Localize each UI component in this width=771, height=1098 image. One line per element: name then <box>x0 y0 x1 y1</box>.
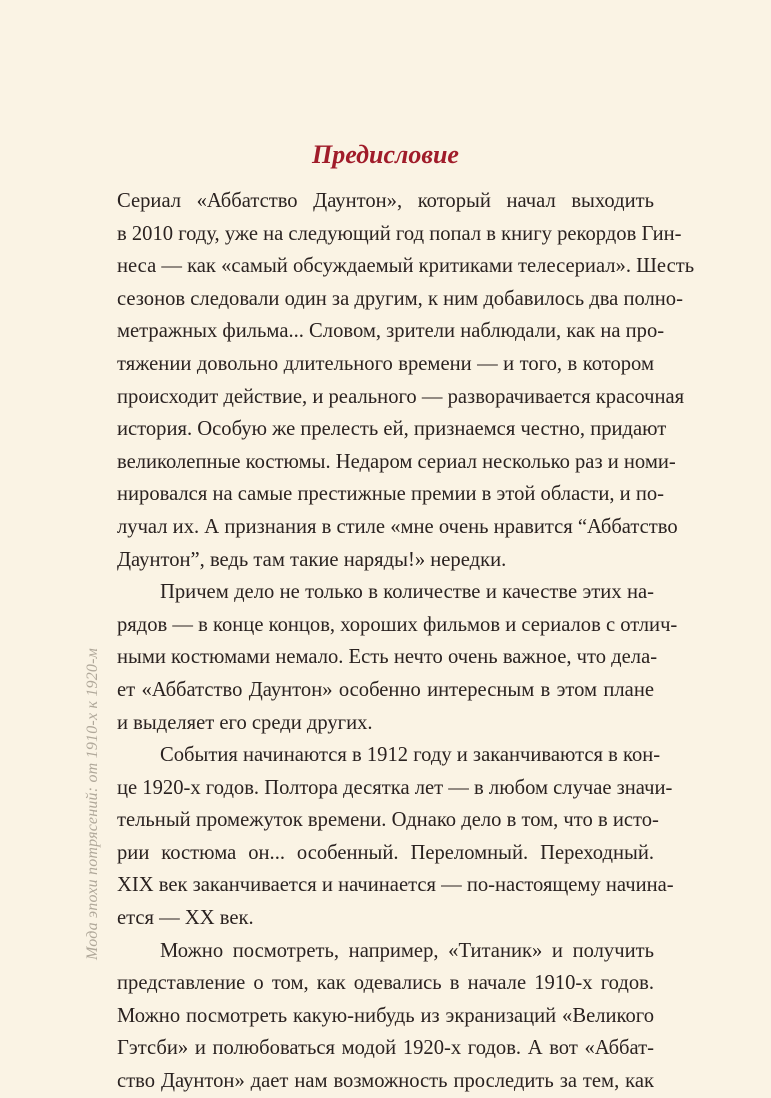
chapter-title: Предисловие <box>312 140 459 169</box>
text-line: События начинаются в 1912 году и заканчиваются в кон- <box>160 744 661 767</box>
text-line: Даунтон”, ведь там такие наряды!» нередки. <box>117 548 507 571</box>
text-line: представление о том, как одевались в начале 1910-х годов. <box>117 972 654 995</box>
text-line: рядов — в конце концов, хороших фильмов и сериалов с отлич- <box>117 613 678 636</box>
text-line: тяжении довольно длительного времени — и того, в котором <box>117 352 654 375</box>
text-line: це 1920-х годов. Полтора десятка лет — в любом случае значи- <box>117 776 673 799</box>
text-line: сезонов следовали один за другим, к ним добавилось два полно- <box>117 287 683 310</box>
text-line: неса — как «самый обсуждаемый критиками телесериал». Шесть <box>117 255 695 278</box>
paragraph <box>117 576 678 739</box>
paragraph <box>117 935 654 1098</box>
text-line: Причем дело не только в количестве и качестве этих на- <box>160 581 654 604</box>
text-line: XIX век заканчивается и начинается — по-настоящему начина- <box>117 874 674 897</box>
text-line: великолепные костюмы. Недаром сериал несколько раз и номи- <box>117 450 676 473</box>
text-line: Можно посмотреть, например, «Титаник» и получить <box>160 939 654 962</box>
text-line: Сериал «Аббатство Даунтон», который начал выходить <box>117 190 654 212</box>
text-line: происходит действие, и реального — разворачивается красочная <box>117 385 685 408</box>
text-line: метражных фильма... Словом, зрители наблюдали, как на про- <box>117 320 665 343</box>
text-line: рии костюма он... особенный. Переломный. Переходный. <box>117 841 654 864</box>
body-text <box>117 185 695 1098</box>
text-line: тельный промежуток времени. Однако дело в том, что в исто- <box>117 809 659 832</box>
text-line: ство Даунтон» дает нам возможность проследить за тем, как <box>117 1070 654 1093</box>
text-line: лучал их. А признания в стиле «мне очень нравится “Аббатство <box>117 515 678 538</box>
text-line: ется — XX век. <box>117 907 254 930</box>
text-line: Гэтсби» и полюбоваться модой 1920-х годов. А вот «Аббат- <box>117 1037 654 1060</box>
text-line: нировался на самые престижные премии в этой области, и по- <box>117 483 665 506</box>
text-line: в 2010 году, уже на следующий год попал в книгу рекордов Гин- <box>117 222 682 245</box>
paragraph <box>117 739 674 935</box>
paragraph <box>117 185 695 576</box>
text-line: история. Особую же прелесть ей, признаемся честно, придают <box>117 418 667 441</box>
text-line: Можно посмотреть какую-нибудь из экранизаций «Великого <box>117 1004 654 1027</box>
text-line: ными костюмами немало. Есть нечто очень важное, что дела- <box>117 646 658 669</box>
running-side-caption: Мода эпохи потрясений: от 1910-х к 1920-м <box>84 647 101 960</box>
text-line: ет «Аббатство Даунтон» особенно интересным в этом плане <box>117 678 654 701</box>
text-line: и выделяет его среди других. <box>117 711 373 734</box>
